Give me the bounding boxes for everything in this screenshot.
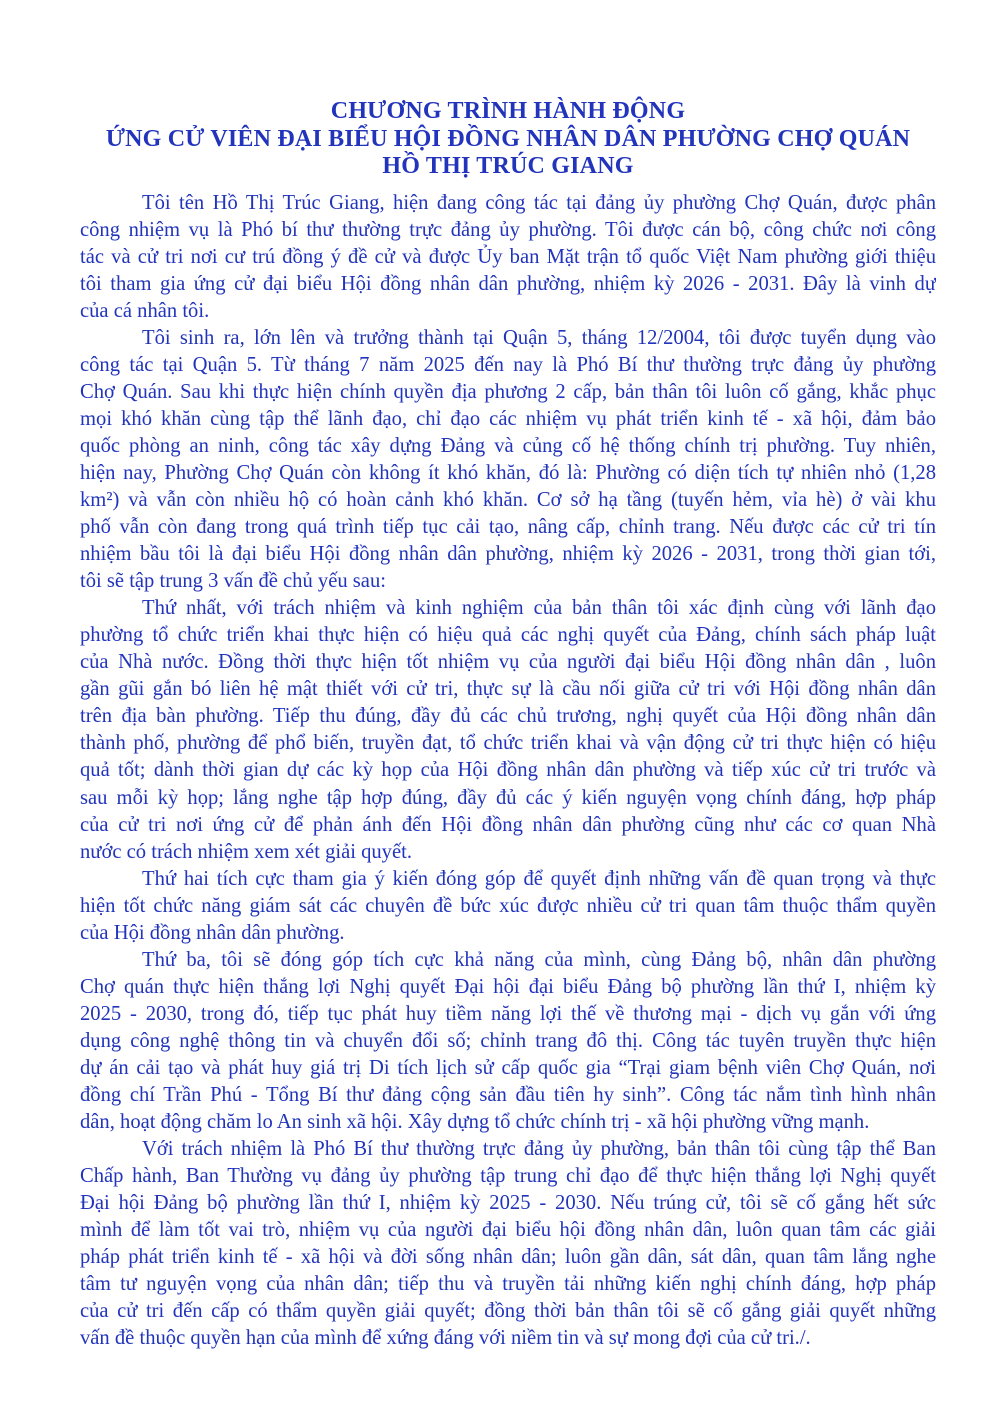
paragraph [80,1136,936,1352]
paragraph-line: tôi sẽ tập trung 3 vấn đề chủ yếu sau: [80,570,386,593]
paragraph-line: tâm tư nguyện vọng của nhân dân; tiếp thu và truyền tải những kiến nghị chính đáng, hợp pháp [80,1273,936,1296]
paragraph-line: nước có trách nhiệm xem xét giải quyết. [80,840,412,863]
paragraph-line: công tác tại Quận 5. Từ tháng 7 năm 2025 đến nay là Phó Bí thư thường trực đảng ủy phường [80,353,936,376]
paragraph-line: công nhiệm vụ là Phó bí thư thường trực đảng ủy phường. Tôi được cán bộ, công chức nơi công [80,218,936,241]
paragraph-line: gần gũi gắn bó liên hệ mật thiết với cử tri, thực sự là cầu nối giữa cử tri với Hội đồng nhân dân [80,678,936,701]
paragraph-line: trên địa bàn phường. Tiếp thu đúng, đầy đủ các chủ trương, nghị quyết của Hội đồng nhân dân [80,705,936,728]
paragraph-line: Thứ nhất, với trách nhiệm và kinh nghiệm của bản thân tôi xác định cùng với lãnh đạo [142,597,936,620]
paragraph-line: nhiệm bầu tôi là đại biểu Hội đồng nhân dân phường, nhiệm kỳ 2026 - 2031, trong thời gian tới, [80,543,936,566]
paragraph-line: dân, hoạt động chăm lo An sinh xã hội. Xây dựng tổ chức chính trị - xã hội phường vững mạnh. [80,1111,870,1134]
document-title [80,98,936,181]
paragraph-line: của cử tri nơi ứng cử để phản ánh đến Hội đồng nhân dân phường cũng như các cơ quan Nhà [80,813,936,836]
paragraph-line: Tôi tên Hồ Thị Trúc Giang, hiện đang công tác tại đảng ủy phường Chợ Quán, được phân [142,191,936,214]
paragraph-line: của cử tri đến cấp có thẩm quyền giải quyết; đồng thời bản thân tôi sẽ cố gắng giải quyết những [80,1300,936,1323]
title-line-3: HỒ THỊ TRÚC GIANG [382,153,634,179]
paragraph-line: dự án cải tạo và phát huy giá trị Di tích lịch sử cấp quốc gia “Trại giam bệnh viên Chợ Quán, nơi [80,1057,936,1079]
paragraph-line: quốc phòng an ninh, công tác xây dựng Đảng và củng cố hệ thống chính trị phường. Tuy nhiên, [80,434,936,457]
paragraph-line: Tôi sinh ra, lớn lên và trưởng thành tại Quận 5, tháng 12/2004, tôi được tuyển dụng vào [142,326,936,349]
paragraph-line: mình để làm tốt vai trò, nhiệm vụ của người đại biểu hội đồng nhân dân, luôn quan tâm các giải [80,1219,936,1242]
paragraph-line: của cá nhân tôi. [80,299,210,322]
paragraph-line: Thứ ba, tôi sẽ đóng góp tích cực khả năng của mình, cùng Đảng bộ, nhân dân phường [142,948,936,971]
paragraph-line: hiện tốt chức năng giám sát các chuyên đề bức xúc được nhiều cử tri quan tâm thuộc thẩm quyền [80,894,936,917]
paragraph-line: Với trách nhiệm là Phó Bí thư thường trực đảng ủy phường, bản thân tôi cùng tập thể Ban [142,1138,936,1161]
paragraph-line: của Hội đồng nhân dân phường. [80,921,345,944]
paragraph-line: thành phố, phường để phổ biến, truyền đạt, tổ chức triển khai và vận động cử tri thực hiện có hiệu [80,732,936,755]
paragraph-line: km²) và vẫn còn nhiều hộ có hoàn cảnh khó khăn. Cơ sở hạ tầng (tuyến hẻm, vỉa hè) ở vài khu [80,489,936,512]
title-line-1: CHƯƠNG TRÌNH HÀNH ĐỘNG [330,98,686,124]
paragraph [80,325,936,595]
paragraph-line: Chợ Quán. Sau khi thực hiện chính quyền địa phương 2 cấp, bản thân tôi luôn cố gắng, khắc phục [80,380,936,403]
paragraph-line: tác và cử tri nơi cư trú đồng ý đề cử và được Ủy ban Mặt trận tổ quốc Việt Nam phường giới thiệu [80,245,936,268]
paragraph-line: sau mỗi kỳ họp; lắng nghe tập hợp đúng, đầy đủ các ý kiến nguyện vọng chính đáng, hợp pháp [80,786,936,809]
paragraph-line: của Nhà nước. Đồng thời thực hiện tốt nhiệm vụ của người đại biểu Hội đồng nhân dân , luôn [80,651,936,674]
paragraph-line: Thứ hai tích cực tham gia ý kiến đóng góp để quyết định những vấn đề quan trọng và thực [142,867,936,890]
paragraph [80,947,936,1136]
paragraph-line: vấn đề thuộc quyền hạn của mình để xứng đáng với niềm tin và sự mong đợi của cử tri./. [80,1327,811,1350]
paragraph-line: phường tổ chức triển khai thực hiện có hiệu quả các nghị quyết của Đảng, chính sách pháp luật [80,624,936,647]
paragraph-line: dụng công nghệ thông tin và chuyển đổi số; chỉnh trang đô thị. Công tác tuyên truyền thực hiện [80,1029,936,1052]
paragraph-line: hiện nay, Phường Chợ Quán còn không ít khó khăn, đó là: Phường có diện tích tự nhiên nhỏ (1,28 [80,461,936,484]
paragraph [80,595,936,865]
title-line-2: ỨNG CỬ VIÊN ĐẠI BIỂU HỘI ĐỒNG NHÂN DÂN PHƯỜNG CHỢ QUÁN [105,125,911,152]
paragraph-line: phố vẫn còn đang trong quá trình tiếp tục cải tạo, nâng cấp, chỉnh trang. Nếu được các cử tri tín [80,516,936,539]
paragraph-line: Đại hội Đảng bộ phường lần thứ I, nhiệm kỳ 2025 - 2030. Nếu trúng cử, tôi sẽ cố gắng hết sức [80,1192,936,1215]
document-body [80,190,936,1353]
paragraph-line: mọi khó khăn cùng tập thể lãnh đạo, chỉ đạo các nhiệm vụ phát triển kinh tế - xã hội, đảm bảo [80,407,936,430]
paragraph-line: 2025 - 2030, trong đó, tiếp tục phát huy tiềm năng lợi thế về thương mại - dịch vụ gắn với ứng [80,1002,936,1025]
paragraph-line: tôi tham gia ứng cử đại biểu Hội đồng nhân dân phường, nhiệm kỳ 2026 - 2031. Đây là vinh dự [80,272,936,295]
paragraph-line: Chợ quán thực hiện thắng lợi Nghị quyết Đại hội đại biểu Đảng bộ phường lần thứ I, nhiệm kỳ [80,975,936,998]
paragraph [80,190,936,325]
paragraph [80,866,936,947]
paragraph-line: đồng chí Trần Phú - Tổng Bí thư đảng cộng sản đầu tiên hy sinh”. Công tác nắm tình hình nhân [80,1084,936,1107]
paragraph-line: quả tốt; dành thời gian dự các kỳ họp của Hội đồng nhân dân phường và tiếp xúc cử tri trước và [80,759,936,782]
paragraph-line: pháp phát triển kinh tế - xã hội và đời sống nhân dân; luôn gần dân, sát dân, quan tâm lắng nghe [80,1246,936,1269]
paragraph-line: Chấp hành, Ban Thường vụ đảng ủy phường tập trung chỉ đạo để thực hiện thắng lợi Nghị quyết [80,1165,936,1188]
